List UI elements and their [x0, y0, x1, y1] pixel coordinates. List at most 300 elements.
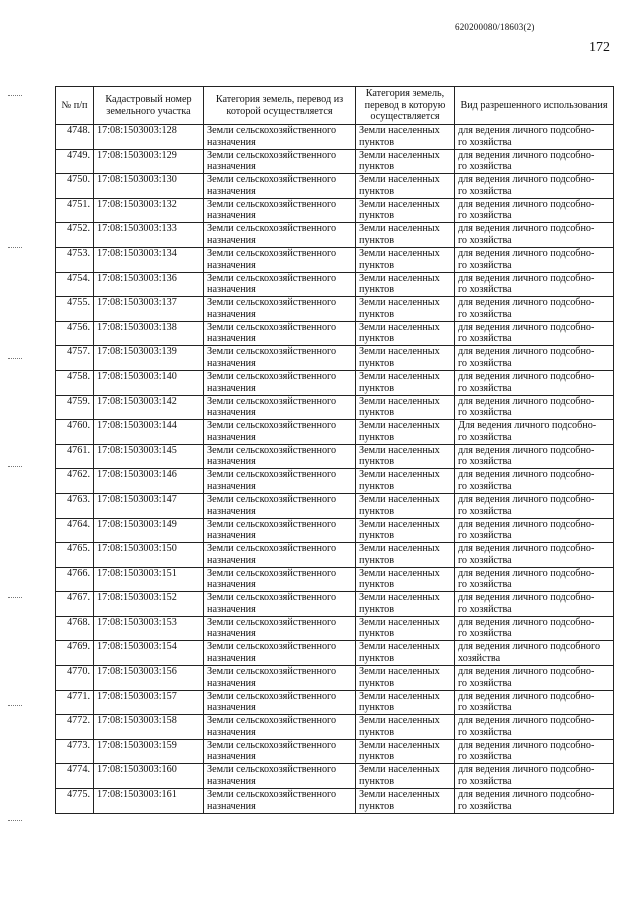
permitted-use-line-2: го хозяйства — [458, 505, 512, 517]
category-to-line-1: Земли населенных — [359, 125, 440, 136]
permitted-use-line-1: для ведения личного подсобно- — [458, 789, 595, 801]
category-from — [204, 247, 356, 272]
category-to-line-2: пунктов — [359, 480, 395, 492]
permitted-use-line-2: го хозяйства — [458, 456, 512, 468]
category-to-line-2: пунктов — [359, 234, 395, 246]
category-from-line-2: назначения — [207, 210, 256, 222]
cadastral-number: 17:08:1503003:150 — [94, 543, 204, 568]
permitted-use — [455, 395, 614, 420]
permitted-use — [455, 543, 614, 568]
row-number: 4767. — [56, 592, 94, 617]
category-to-line-2: пунктов — [359, 431, 395, 443]
cadastral-number: 17:08:1503003:146 — [94, 469, 204, 494]
category-from-line-1: Земли сельскохозяйственного — [207, 690, 337, 702]
row-number: 4774. — [56, 764, 94, 789]
permitted-use-line-1: для ведения личного подсобно- — [458, 198, 595, 210]
category-from-line-1: Земли сельскохозяйственного — [207, 567, 337, 579]
category-from — [204, 592, 356, 617]
cadastral-number: 17:08:1503003:128 — [94, 125, 204, 150]
category-to-line-2: пунктов — [359, 530, 395, 542]
permitted-use-line-2: го хозяйства — [458, 530, 512, 542]
permitted-use-line-1: для ведения личного подсобно- — [458, 395, 595, 407]
cadastral-number: 17:08:1503003:152 — [94, 592, 204, 617]
category-to — [356, 370, 455, 395]
permitted-use-line-1: для ведения личного подсобно- — [458, 247, 595, 259]
cadastral-number: 17:08:1503003:137 — [94, 297, 204, 322]
permitted-use — [455, 518, 614, 543]
category-from-line-1: Земли сельскохозяйственного — [207, 739, 337, 751]
row-number: 4768. — [56, 616, 94, 641]
category-from — [204, 739, 356, 764]
category-to-line-1: Земли населенных — [359, 420, 440, 432]
category-from-line-2: назначения — [207, 677, 256, 689]
category-to-line-2: пунктов — [359, 603, 395, 615]
permitted-use — [455, 592, 614, 617]
permitted-use-line-1: для ведения личного подсобно- — [458, 125, 595, 136]
permitted-use — [455, 789, 614, 814]
permitted-use-line-2: го хозяйства — [458, 554, 512, 566]
category-from — [204, 469, 356, 494]
margin-mark — [8, 95, 22, 97]
permitted-use-line-2: го хозяйства — [458, 161, 512, 173]
permitted-use — [455, 149, 614, 174]
category-to-line-2: пунктов — [359, 726, 395, 738]
category-from-line-2: назначения — [207, 554, 256, 566]
category-from-line-1: Земли сельскохозяйственного — [207, 641, 337, 653]
table-row — [56, 518, 614, 543]
category-to-line-2: пунктов — [359, 800, 395, 812]
row-number: 4758. — [56, 370, 94, 395]
permitted-use — [455, 420, 614, 445]
row-number: 4756. — [56, 321, 94, 346]
category-to — [356, 469, 455, 494]
permitted-use-line-2: го хозяйства — [458, 751, 512, 763]
table-row — [56, 641, 614, 666]
category-from — [204, 174, 356, 199]
category-to-line-1: Земли населенных — [359, 739, 440, 751]
category-from-line-1: Земли сельскохозяйственного — [207, 666, 337, 678]
permitted-use-line-2: го хозяйства — [458, 308, 512, 320]
permitted-use — [455, 321, 614, 346]
permitted-use-line-2: го хозяйства — [458, 357, 512, 369]
margin-mark — [8, 820, 22, 822]
cadastral-number: 17:08:1503003:157 — [94, 690, 204, 715]
row-number: 4766. — [56, 567, 94, 592]
category-from-line-1: Земли сельскохозяйственного — [207, 493, 337, 505]
table-row — [56, 395, 614, 420]
table-row — [56, 346, 614, 371]
category-from-line-1: Земли сельскохозяйственного — [207, 247, 337, 259]
category-from-line-1: Земли сельскохозяйственного — [207, 518, 337, 530]
permitted-use-line-1: для ведения личного подсобно- — [458, 592, 595, 604]
category-to-line-2: пунктов — [359, 382, 395, 394]
category-from — [204, 198, 356, 223]
category-to-line-2: пунктов — [359, 456, 395, 468]
table-row — [56, 125, 614, 150]
category-from-line-1: Земли сельскохозяйственного — [207, 543, 337, 555]
permitted-use — [455, 247, 614, 272]
header-category-to: Категория земель, перевод в которую осуществляется — [356, 87, 455, 125]
category-to — [356, 518, 455, 543]
permitted-use-line-1: для ведения личного подсобно- — [458, 223, 595, 235]
permitted-use-line-2: хозяйства — [458, 653, 501, 665]
permitted-use-line-2: го хозяйства — [458, 185, 512, 197]
permitted-use — [455, 690, 614, 715]
permitted-use-line-1: для ведения личного подсобно- — [458, 493, 595, 505]
category-to — [356, 174, 455, 199]
table-row — [56, 592, 614, 617]
category-to — [356, 198, 455, 223]
category-from-line-2: назначения — [207, 136, 256, 148]
category-to-line-2: пунктов — [359, 702, 395, 714]
table-row — [56, 666, 614, 691]
category-from — [204, 297, 356, 322]
cadastral-number: 17:08:1503003:133 — [94, 223, 204, 248]
category-from-line-2: назначения — [207, 357, 256, 369]
permitted-use-line-2: го хозяйства — [458, 382, 512, 394]
category-from-line-1: Земли сельскохозяйственного — [207, 297, 337, 309]
category-from — [204, 395, 356, 420]
permitted-use-line-1: для ведения личного подсобно- — [458, 297, 595, 309]
cadastral-number: 17:08:1503003:145 — [94, 444, 204, 469]
permitted-use-line-1: для ведения личного подсобно- — [458, 149, 595, 161]
category-from — [204, 321, 356, 346]
category-to-line-2: пунктов — [359, 628, 395, 640]
row-number: 4765. — [56, 543, 94, 568]
row-number: 4762. — [56, 469, 94, 494]
category-from-line-2: назначения — [207, 185, 256, 197]
row-number: 4764. — [56, 518, 94, 543]
permitted-use-line-1: для ведения личного подсобно- — [458, 272, 595, 284]
category-from-line-2: назначения — [207, 456, 256, 468]
category-to — [356, 272, 455, 297]
table-row — [56, 469, 614, 494]
permitted-use-line-2: го хозяйства — [458, 579, 512, 591]
category-to-line-1: Земли населенных — [359, 518, 440, 530]
table-row — [56, 174, 614, 199]
category-from-line-2: назначения — [207, 161, 256, 173]
category-to — [356, 641, 455, 666]
category-from-line-1: Земли сельскохозяйственного — [207, 125, 337, 136]
table-row — [56, 297, 614, 322]
category-to — [356, 715, 455, 740]
table-row — [56, 543, 614, 568]
category-to — [356, 346, 455, 371]
cadastral-number: 17:08:1503003:154 — [94, 641, 204, 666]
permitted-use-line-2: го хозяйства — [458, 333, 512, 345]
category-to — [356, 739, 455, 764]
row-number: 4763. — [56, 493, 94, 518]
category-from-line-1: Земли сельскохозяйственного — [207, 420, 337, 432]
category-to-line-1: Земли населенных — [359, 592, 440, 604]
permitted-use — [455, 666, 614, 691]
category-to-line-1: Земли населенных — [359, 567, 440, 579]
category-to-line-2: пунктов — [359, 333, 395, 345]
category-from-line-2: назначения — [207, 726, 256, 738]
category-from-line-1: Земли сельскохозяйственного — [207, 149, 337, 161]
permitted-use-line-2: го хозяйства — [458, 800, 512, 812]
permitted-use — [455, 567, 614, 592]
permitted-use-line-2: го хозяйства — [458, 776, 512, 788]
category-from — [204, 125, 356, 150]
row-number: 4761. — [56, 444, 94, 469]
category-to-line-1: Земли населенных — [359, 321, 440, 333]
row-number: 4755. — [56, 297, 94, 322]
category-from-line-1: Земли сельскохозяйственного — [207, 592, 337, 604]
cadastral-number: 17:08:1503003:140 — [94, 370, 204, 395]
category-from-line-2: назначения — [207, 480, 256, 492]
permitted-use — [455, 198, 614, 223]
category-from-line-1: Земли сельскохозяйственного — [207, 764, 337, 776]
category-from-line-1: Земли сельскохозяйственного — [207, 444, 337, 456]
row-number: 4750. — [56, 174, 94, 199]
cadastral-number: 17:08:1503003:149 — [94, 518, 204, 543]
permitted-use-line-1: для ведения личного подсобного — [458, 641, 601, 653]
permitted-use-line-2: го хозяйства — [458, 726, 512, 738]
category-from — [204, 789, 356, 814]
category-from-line-1: Земли сельскохозяйственного — [207, 174, 337, 186]
category-from — [204, 641, 356, 666]
table-header-row — [56, 87, 614, 125]
table-row — [56, 420, 614, 445]
row-number: 4775. — [56, 789, 94, 814]
category-from-line-2: назначения — [207, 800, 256, 812]
category-from — [204, 149, 356, 174]
permitted-use-line-1: для ведения личного подсобно- — [458, 616, 595, 628]
category-from-line-2: назначения — [207, 628, 256, 640]
permitted-use — [455, 125, 614, 150]
header-cadastral-number: Кадастровый номер земельного участка — [94, 87, 204, 125]
category-from-line-2: назначения — [207, 603, 256, 615]
category-to-line-2: пунктов — [359, 653, 395, 665]
permitted-use-line-1: для ведения личного подсобно- — [458, 444, 595, 456]
permitted-use — [455, 616, 614, 641]
category-from-line-2: назначения — [207, 431, 256, 443]
category-to-line-1: Земли населенных — [359, 149, 440, 161]
category-from-line-2: назначения — [207, 579, 256, 591]
category-to-line-2: пунктов — [359, 210, 395, 222]
permitted-use — [455, 493, 614, 518]
row-number: 4751. — [56, 198, 94, 223]
permitted-use-line-2: го хозяйства — [458, 259, 512, 271]
category-to-line-2: пунктов — [359, 185, 395, 197]
permitted-use-line-1: для ведения личного подсобно- — [458, 346, 595, 358]
category-to-line-1: Земли населенных — [359, 395, 440, 407]
category-to-line-2: пунктов — [359, 136, 395, 148]
page-number: 172 — [589, 40, 610, 55]
row-number: 4760. — [56, 420, 94, 445]
category-to-line-1: Земли населенных — [359, 174, 440, 186]
category-to-line-1: Земли населенных — [359, 666, 440, 678]
category-from-line-2: назначения — [207, 382, 256, 394]
category-to-line-1: Земли населенных — [359, 764, 440, 776]
cadastral-number: 17:08:1503003:161 — [94, 789, 204, 814]
category-from — [204, 690, 356, 715]
cadastral-number: 17:08:1503003:142 — [94, 395, 204, 420]
category-from-line-1: Земли сельскохозяйственного — [207, 346, 337, 358]
category-from-line-1: Земли сельскохозяйственного — [207, 272, 337, 284]
permitted-use-line-2: го хозяйства — [458, 407, 512, 419]
category-from — [204, 444, 356, 469]
category-from — [204, 420, 356, 445]
table-row — [56, 739, 614, 764]
category-to-line-2: пунктов — [359, 751, 395, 763]
table-row — [56, 272, 614, 297]
category-from-line-1: Земли сельскохозяйственного — [207, 395, 337, 407]
category-to-line-1: Земли населенных — [359, 715, 440, 727]
category-to-line-2: пунктов — [359, 284, 395, 296]
category-from — [204, 493, 356, 518]
permitted-use-line-1: для ведения личного подсобно- — [458, 739, 595, 751]
table-row — [56, 247, 614, 272]
permitted-use-line-2: го хозяйства — [458, 284, 512, 296]
permitted-use-line-2: го хозяйства — [458, 677, 512, 689]
category-from-line-1: Земли сельскохозяйственного — [207, 223, 337, 235]
permitted-use — [455, 223, 614, 248]
table-row — [56, 149, 614, 174]
permitted-use-line-1: для ведения личного подсобно- — [458, 543, 595, 555]
category-from-line-2: назначения — [207, 407, 256, 419]
category-from-line-2: назначения — [207, 259, 256, 271]
category-to-line-1: Земли населенных — [359, 247, 440, 259]
category-to — [356, 297, 455, 322]
row-number: 4769. — [56, 641, 94, 666]
cadastral-number: 17:08:1503003:153 — [94, 616, 204, 641]
cadastral-number: 17:08:1503003:158 — [94, 715, 204, 740]
cadastral-number: 17:08:1503003:144 — [94, 420, 204, 445]
cadastral-number: 17:08:1503003:156 — [94, 666, 204, 691]
permitted-use — [455, 346, 614, 371]
row-number: 4748. — [56, 125, 94, 150]
permitted-use-line-1: для ведения личного подсобно- — [458, 764, 595, 776]
category-to-line-2: пунктов — [359, 776, 395, 788]
permitted-use — [455, 370, 614, 395]
row-number: 4770. — [56, 666, 94, 691]
permitted-use-line-2: го хозяйства — [458, 480, 512, 492]
permitted-use-line-2: го хозяйства — [458, 234, 512, 246]
category-to — [356, 616, 455, 641]
row-number: 4759. — [56, 395, 94, 420]
permitted-use-line-2: го хозяйства — [458, 431, 512, 443]
margin-mark — [8, 705, 22, 707]
category-to-line-2: пунктов — [359, 407, 395, 419]
category-to-line-1: Земли населенных — [359, 789, 440, 801]
category-to-line-1: Земли населенных — [359, 370, 440, 382]
category-to-line-1: Земли населенных — [359, 616, 440, 628]
category-from-line-2: назначения — [207, 776, 256, 788]
category-from-line-2: назначения — [207, 751, 256, 763]
category-to — [356, 149, 455, 174]
category-to-line-1: Земли населенных — [359, 493, 440, 505]
category-from-line-1: Земли сельскохозяйственного — [207, 789, 337, 801]
permitted-use-line-1: для ведения личного подсобно- — [458, 174, 595, 186]
table-row — [56, 493, 614, 518]
category-to — [356, 493, 455, 518]
category-from-line-2: назначения — [207, 702, 256, 714]
margin-mark — [8, 597, 22, 599]
category-to — [356, 444, 455, 469]
row-number: 4773. — [56, 739, 94, 764]
permitted-use — [455, 739, 614, 764]
table-row — [56, 789, 614, 814]
category-to-line-2: пунктов — [359, 505, 395, 517]
permitted-use — [455, 469, 614, 494]
category-to — [356, 247, 455, 272]
category-to — [356, 789, 455, 814]
table-row — [56, 223, 614, 248]
header-permitted-use: Вид разрешенного использования — [455, 87, 614, 125]
category-from-line-1: Земли сельскохозяйственного — [207, 370, 337, 382]
permitted-use-line-1: для ведения личного подсобно- — [458, 666, 595, 678]
row-number: 4752. — [56, 223, 94, 248]
category-to — [356, 567, 455, 592]
category-to-line-1: Земли населенных — [359, 690, 440, 702]
table-row — [56, 616, 614, 641]
category-to-line-1: Земли населенных — [359, 297, 440, 309]
table-row — [56, 690, 614, 715]
category-to — [356, 592, 455, 617]
cadastral-number: 17:08:1503003:160 — [94, 764, 204, 789]
cadastral-number: 17:08:1503003:151 — [94, 567, 204, 592]
cadastral-number: 17:08:1503003:159 — [94, 739, 204, 764]
permitted-use-line-2: го хозяйства — [458, 210, 512, 222]
permitted-use — [455, 764, 614, 789]
permitted-use-line-1: для ведения личного подсобно- — [458, 715, 595, 727]
permitted-use-line-2: го хозяйства — [458, 603, 512, 615]
permitted-use-line-1: для ведения личного подсобно- — [458, 370, 595, 382]
cadastral-number: 17:08:1503003:129 — [94, 149, 204, 174]
category-from-line-2: назначения — [207, 530, 256, 542]
permitted-use — [455, 174, 614, 199]
permitted-use-line-2: го хозяйства — [458, 628, 512, 640]
category-to-line-2: пунктов — [359, 554, 395, 566]
category-to-line-1: Земли населенных — [359, 641, 440, 653]
permitted-use — [455, 715, 614, 740]
category-to-line-2: пунктов — [359, 677, 395, 689]
cadastral-number: 17:08:1503003:130 — [94, 174, 204, 199]
category-from-line-1: Земли сельскохозяйственного — [207, 469, 337, 481]
category-to-line-1: Земли населенных — [359, 444, 440, 456]
row-number: 4749. — [56, 149, 94, 174]
table-row — [56, 370, 614, 395]
table-row — [56, 715, 614, 740]
category-from — [204, 543, 356, 568]
category-from-line-1: Земли сельскохозяйственного — [207, 715, 337, 727]
table-row — [56, 567, 614, 592]
category-to — [356, 395, 455, 420]
category-from — [204, 764, 356, 789]
table-row — [56, 198, 614, 223]
cadastral-number: 17:08:1503003:138 — [94, 321, 204, 346]
land-register-table — [55, 86, 614, 814]
permitted-use — [455, 641, 614, 666]
header-number: № п/п — [56, 87, 94, 125]
category-to — [356, 420, 455, 445]
permitted-use — [455, 272, 614, 297]
permitted-use-line-1: для ведения личного подсобно- — [458, 690, 595, 702]
cadastral-number: 17:08:1503003:134 — [94, 247, 204, 272]
category-to-line-2: пунктов — [359, 259, 395, 271]
permitted-use-line-1: для ведения личного подсобно- — [458, 567, 595, 579]
category-from-line-2: назначения — [207, 653, 256, 665]
category-from — [204, 370, 356, 395]
category-to-line-1: Земли населенных — [359, 198, 440, 210]
category-from-line-2: назначения — [207, 333, 256, 345]
category-from — [204, 616, 356, 641]
permitted-use-line-1: для ведения личного подсобно- — [458, 469, 595, 481]
table-row — [56, 444, 614, 469]
cadastral-number: 17:08:1503003:132 — [94, 198, 204, 223]
